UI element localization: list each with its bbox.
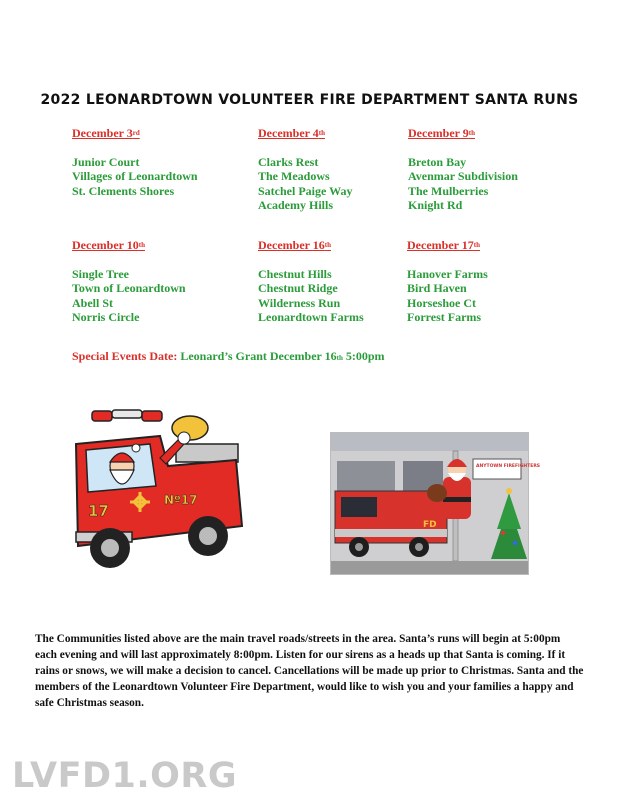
area-item: Breton Bay (408, 154, 467, 169)
schedule-column-dec10 (72, 238, 186, 325)
area-item: Hanover Farms (407, 266, 488, 281)
schedule-column-dec16 (258, 238, 364, 325)
area-item: Junior Court (72, 154, 140, 169)
schedule-column-dec17 (407, 238, 488, 325)
truck-door-number: 17 (88, 502, 109, 520)
area-item: The Meadows (258, 169, 330, 183)
area-item: Knight Rd (408, 198, 463, 212)
page-title: 2022 LEONARDTOWN VOLUNTEER FIRE DEPARTMENT SANTA RUNS (40, 92, 579, 108)
station-sign-text: ANYTOWN FIREFIGHTERS (476, 464, 541, 469)
schedule-column-dec3 (72, 126, 198, 198)
area-item: Chestnut Ridge (258, 281, 338, 295)
area-item: Avenmar Subdivision (408, 169, 518, 183)
area-item: Clarks Rest (258, 154, 319, 169)
footer-website-watermark: LVFD1.ORG (12, 756, 238, 796)
santa-fire-truck-cartoon (68, 406, 248, 576)
special-events-label: Special Events Date: (72, 349, 178, 363)
area-item: The Mulberries (408, 183, 489, 198)
area-item: St. Clements Shores (72, 183, 175, 198)
truck-fd-text: FD (423, 520, 437, 530)
area-item: Villages of Leonardtown (72, 169, 198, 183)
area-item: Chestnut Hills (258, 266, 332, 281)
schedule-date: December 16th (258, 238, 331, 252)
schedule-date: December 3rd (72, 126, 140, 140)
area-item: Wilderness Run (258, 295, 341, 310)
area-item: Horseshoe Ct (407, 295, 476, 310)
schedule-date: December 4th (258, 126, 325, 140)
area-item: Norris Circle (72, 310, 140, 324)
special-events-value: Leonard’s Grant December 16th 5:00pm (180, 349, 385, 363)
area-item: Abell St (72, 295, 114, 310)
schedule-date: December 10th (72, 238, 145, 252)
schedule-column-dec4 (258, 126, 352, 213)
santa-fire-station-image (330, 432, 541, 575)
area-item: Academy Hills (258, 198, 333, 212)
info-paragraph: The Communities listed above are the main travel roads/streets in the area. Santa’s runs will begin at 5:00pm each evening and will last approximately 8:00pm. Listen for our sirens as a heads up that Santa is coming. If it rains or snows, we will make a decision to cancel. Cancellations will be made up prior to Christmas. Santa and the members of the Leonardtown Volunteer Fire Department, would like to wish you and your families a happy and safe Christmas season. (35, 633, 584, 709)
schedule-column-dec9 (408, 126, 518, 213)
truck-badge-text: Nº17 (164, 493, 198, 507)
area-item: Satchel Paige Way (258, 183, 353, 198)
area-item: Single Tree (72, 266, 129, 281)
schedule-date: December 9th (408, 126, 475, 140)
schedule-date: December 17th (407, 238, 480, 252)
area-item: Bird Haven (407, 281, 467, 295)
area-item: Forrest Farms (407, 310, 482, 324)
area-item: Town of Leonardtown (72, 281, 186, 295)
special-events-line (72, 349, 385, 364)
area-item: Leonardtown Farms (258, 310, 364, 324)
